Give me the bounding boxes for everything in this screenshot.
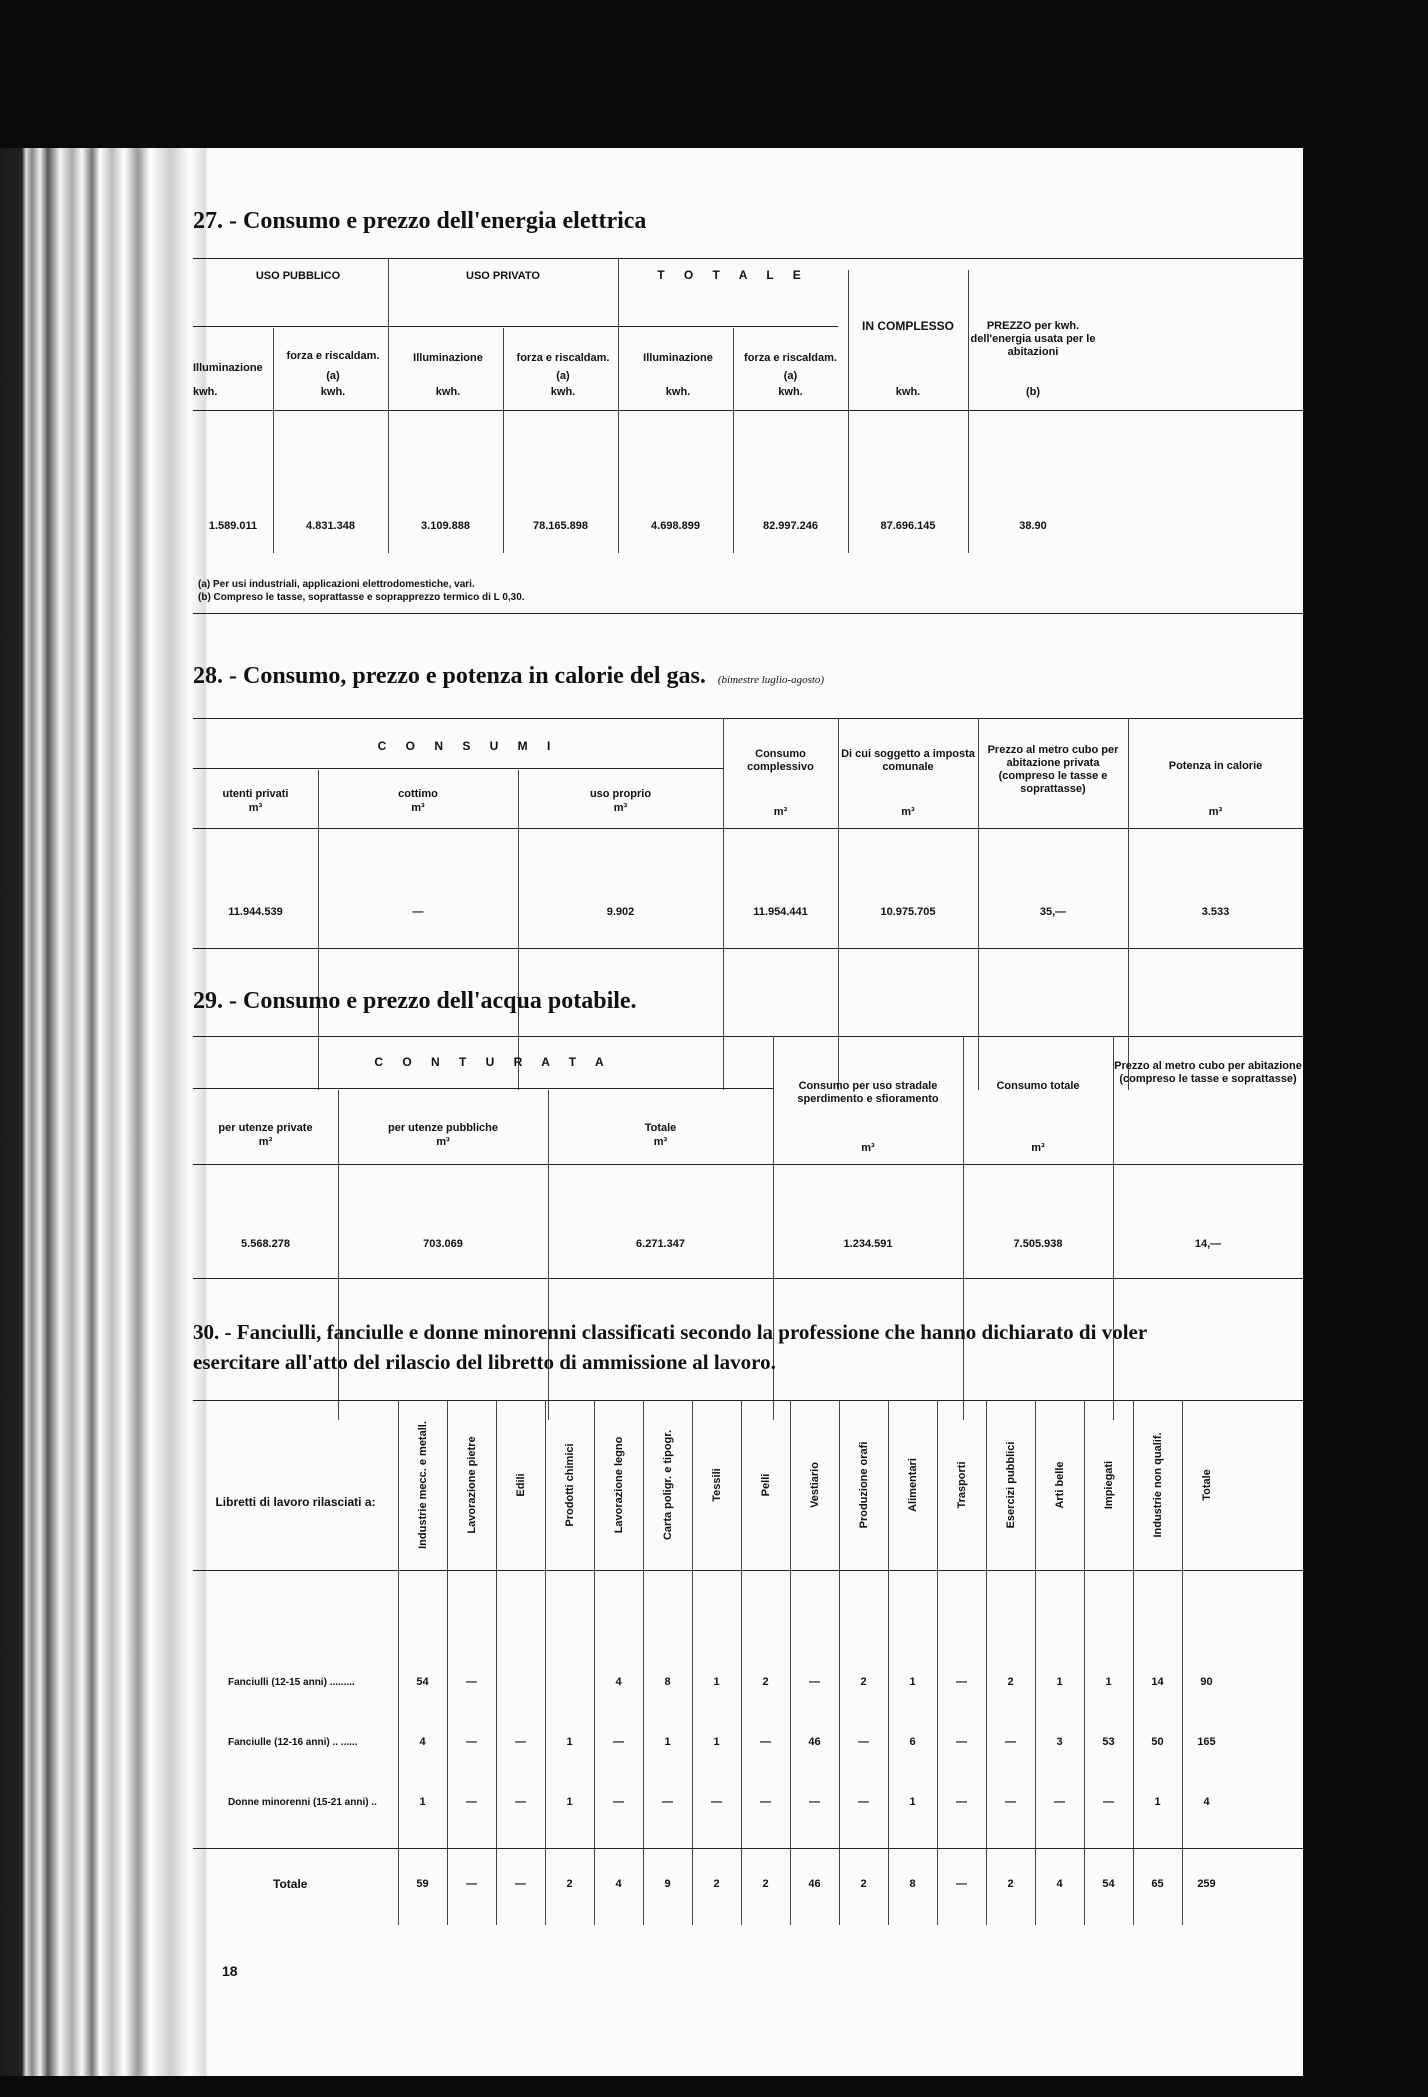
t28-unit-5: m³ (901, 806, 915, 818)
t27-group-complesso: IN COMPLESSO (861, 319, 954, 333)
t30-cell: 1 (713, 1676, 720, 1688)
t30-cell: 1 (664, 1736, 671, 1748)
t30-cell: — (466, 1878, 477, 1890)
t27-val-6: 82.997.246 (762, 520, 819, 532)
rule (1133, 1400, 1134, 1925)
t28-val-7: 3.533 (1201, 906, 1230, 918)
t30-cell: 1 (713, 1736, 720, 1748)
t30-col-header (609, 1410, 629, 1560)
t30-cell: — (662, 1796, 673, 1808)
t30-cell: — (515, 1796, 526, 1808)
t30-cell: — (956, 1676, 967, 1688)
t29-unit-4: m³ (861, 1142, 875, 1154)
rule (839, 1400, 840, 1925)
t30-col-header-label: Vestiario (808, 1462, 821, 1508)
t29-col-stradale: Consumo per uso stradale sperdimento e sfioramento (797, 1080, 939, 1105)
t27-unit-4: kwh. (550, 386, 576, 398)
t27-col-forza-priv: forza e riscaldam. (516, 352, 610, 364)
t30-cell: 9 (664, 1878, 671, 1890)
t28-group-consumi: C O N S U M I (377, 739, 559, 753)
t30-col-header (756, 1410, 776, 1560)
t30-cell: 46 (808, 1878, 821, 1890)
t30-cell: — (956, 1796, 967, 1808)
t30-cell: — (515, 1878, 526, 1890)
t30-cell: — (809, 1796, 820, 1808)
t30-col-header (1197, 1410, 1217, 1560)
t29-col-private: per utenze private (218, 1122, 313, 1134)
t29-unit-3: m³ (653, 1136, 668, 1148)
table-28-title-text: 28. - Consumo, prezzo e potenza in calorie del gas. (193, 663, 706, 689)
t30-cell: 3 (1056, 1736, 1063, 1748)
t30-cell: — (1005, 1736, 1016, 1748)
t30-row-label: Fanciulle (12-16 anni) .. ...... (228, 1737, 358, 1748)
t30-cell: 8 (909, 1878, 916, 1890)
rule (963, 1036, 964, 1420)
t30-col-header-label: Carta poligr. e tipogr. (661, 1429, 674, 1541)
t27-footnote-b: (b) Compreso le tasse, soprattasse e soprapprezzo termico di L 0,30. (198, 592, 525, 603)
t27-unit-1: kwh. (193, 386, 218, 398)
t30-cell: — (760, 1796, 771, 1808)
t28-val-6: 35,— (1039, 906, 1067, 918)
rule (692, 1400, 693, 1925)
t27-note-b: (b) (1025, 386, 1041, 398)
t30-col-header-label: Arti belle (1053, 1461, 1066, 1509)
t29-col-prezzo: Prezzo al metro cubo per abitazione (compreso le tasse e soprattasse) (1114, 1060, 1302, 1085)
document-page (193, 148, 1303, 2076)
table-28-subtitle: (bimestre luglio-agosto) (717, 674, 825, 686)
t27-group-prezzo: PREZZO per kwh. dell'energia usata per le abitazioni (970, 320, 1096, 358)
rule (193, 613, 1303, 614)
t30-cell: — (711, 1796, 722, 1808)
t27-val-7: 87.696.145 (880, 520, 936, 532)
rule (1084, 1400, 1085, 1925)
t29-unit-5: m³ (1031, 1142, 1045, 1154)
t28-unit-3: m³ (613, 802, 628, 814)
rule (968, 270, 969, 553)
t29-val-4: 1.234.591 (843, 1238, 893, 1250)
t30-cell: 14 (1151, 1676, 1164, 1688)
rule (398, 1400, 399, 1925)
rule (986, 1400, 987, 1925)
rule (545, 1400, 546, 1925)
t30-cell: — (956, 1878, 967, 1890)
t30-cell: — (466, 1676, 477, 1688)
rule (193, 1164, 1303, 1165)
rule (318, 770, 319, 1090)
t30-col-header (1001, 1410, 1021, 1560)
t27-col-illum-priv: Illuminazione (413, 352, 483, 364)
t30-col-header (560, 1410, 580, 1560)
rule (193, 410, 1303, 411)
t30-cell: — (1005, 1796, 1016, 1808)
rule (518, 770, 519, 1090)
rule (838, 718, 839, 1090)
t28-col-cottimo: cottimo (398, 788, 438, 800)
t30-cell: 2 (762, 1676, 769, 1688)
t27-group-privato: USO PRIVATO (466, 270, 540, 282)
rule (1113, 1036, 1114, 1420)
t30-cell: 65 (1151, 1878, 1164, 1890)
t30-col-header (1099, 1410, 1119, 1560)
t30-cell: 2 (1007, 1676, 1014, 1688)
rule (741, 1400, 742, 1925)
t30-cell: 1 (566, 1736, 573, 1748)
table-29-title: 29. - Consumo e prezzo dell'acqua potabile. (193, 988, 637, 1014)
rule (618, 258, 619, 553)
t30-cell: 1 (1105, 1676, 1112, 1688)
t29-col-totale: Totale (644, 1122, 677, 1134)
rule (1128, 718, 1129, 1090)
t30-cell: 4 (615, 1676, 622, 1688)
t29-val-3: 6.271.347 (636, 1238, 685, 1250)
scan-border-top (0, 0, 1428, 148)
t30-row-label: Donne minorenni (15-21 anni) .. (228, 1797, 377, 1808)
t30-row-header: Libretti di lavoro rilasciati a: (215, 1495, 376, 1509)
t30-cell: 1 (1154, 1796, 1161, 1808)
rule (193, 1036, 1303, 1037)
t27-unit-5: kwh. (665, 386, 691, 398)
t30-cell: 2 (713, 1878, 720, 1890)
t30-col-header (511, 1410, 531, 1560)
t30-cell: 4 (615, 1878, 622, 1890)
t30-col-header (413, 1410, 433, 1560)
t30-col-header-label: Industrie non qualif. (1151, 1432, 1164, 1538)
rule (193, 768, 723, 769)
rule (978, 718, 979, 1090)
t28-col-soggetto: Di cui soggetto a imposta comunale (841, 748, 975, 773)
t30-col-header (658, 1410, 678, 1560)
t28-unit-1: m³ (248, 802, 263, 814)
rule (193, 1848, 1303, 1849)
t27-col-forza-pub: forza e riscaldam. (286, 350, 380, 362)
t27-val-2: 4.831.348 (306, 520, 355, 532)
t27-val-4: 78.165.898 (532, 520, 589, 532)
t30-cell: 54 (416, 1676, 429, 1688)
t30-cell: 4 (419, 1736, 426, 1748)
t28-col-complessivo: Consumo complessivo (747, 748, 814, 773)
t30-cell: — (858, 1736, 869, 1748)
table-30-title-line2: esercitare all'atto del rilascio del libretto di ammissione al lavoro. (193, 1350, 776, 1374)
t30-cell: 259 (1197, 1878, 1216, 1890)
t28-val-2: — (412, 906, 424, 918)
t28-col-proprio: uso proprio (589, 788, 652, 800)
t30-cell: 4 (1203, 1796, 1210, 1808)
t29-col-pubbliche: per utenze pubbliche (387, 1122, 498, 1134)
rule (790, 1400, 791, 1925)
t27-group-pubblico: USO PUBBLICO (255, 270, 341, 282)
t30-col-header (462, 1410, 482, 1560)
t29-unit-1: m³ (258, 1136, 273, 1148)
rule (193, 828, 1303, 829)
t27-val-5: 4.698.899 (651, 520, 700, 532)
rule (643, 1400, 644, 1925)
t27-note-a-2: (a) (556, 370, 570, 382)
t30-cell: — (956, 1736, 967, 1748)
rule (193, 718, 1303, 719)
rule (388, 258, 389, 553)
t30-cell: — (466, 1796, 477, 1808)
table-27-title: 27. - Consumo e prezzo dell'energia elettrica (193, 208, 647, 234)
t30-col-header-label: Industrie mecc. e metall. (416, 1421, 429, 1549)
table-28-title (193, 663, 824, 690)
t30-cell: 4 (1056, 1878, 1063, 1890)
t30-col-header (1050, 1410, 1070, 1560)
t30-col-header-label: Totale (1200, 1469, 1213, 1501)
t30-col-header (952, 1410, 972, 1560)
t30-cell: — (515, 1736, 526, 1748)
scan-border-bottom (0, 2076, 1428, 2097)
t30-col-header-label: Trasporti (955, 1461, 968, 1509)
t30-row-label: Totale (273, 1877, 308, 1891)
rule (888, 1400, 889, 1925)
t27-unit-2: kwh. (320, 386, 346, 398)
t29-val-6: 14,— (1194, 1238, 1222, 1250)
rule (193, 1400, 1303, 1401)
rule (447, 1400, 448, 1925)
t30-cell: 54 (1102, 1878, 1115, 1890)
t30-cell: — (1054, 1796, 1065, 1808)
t27-col-forza-tot: forza e riscaldam. (744, 352, 837, 364)
t28-val-1: 11.944.539 (228, 906, 283, 918)
book-spine (0, 148, 208, 2076)
rule (193, 326, 838, 327)
t30-cell: 2 (860, 1878, 867, 1890)
t30-cell: — (1103, 1796, 1114, 1808)
t30-cell: 6 (909, 1736, 916, 1748)
t27-footnote-a: (a) Per usi industriali, applicazioni elettrodomestiche, vari. (198, 579, 475, 590)
t30-cell: 2 (566, 1878, 573, 1890)
t28-col-privati: utenti privati (222, 788, 289, 800)
t30-col-header-label: Prodotti chimici (563, 1443, 576, 1527)
t27-group-totale: T O T A L E (657, 268, 809, 282)
t30-col-header-label: Edili (514, 1473, 527, 1497)
t30-cell: 1 (419, 1796, 426, 1808)
page-number: 18 (222, 1963, 238, 1979)
t28-unit-2: m³ (411, 802, 425, 814)
t30-col-header (707, 1410, 727, 1560)
t30-cell: — (613, 1796, 624, 1808)
t30-cell: 1 (1056, 1676, 1063, 1688)
t27-col-illum-pub: Illuminazione (193, 362, 263, 374)
t28-val-3: 9.902 (606, 906, 635, 918)
t29-val-5: 7.505.938 (1013, 1238, 1063, 1250)
t30-cell: 90 (1200, 1676, 1213, 1688)
t27-unit-6: kwh. (778, 386, 803, 398)
t28-col-potenza: Potenza in calorie (1168, 760, 1263, 772)
t30-cell: — (613, 1736, 624, 1748)
t28-col-prezzo: Prezzo al metro cubo per abitazione privata (compreso le tasse e soprattasse) (987, 744, 1119, 795)
t27-note-a-3: (a) (783, 370, 798, 382)
t30-col-header (1148, 1410, 1168, 1560)
t29-val-1: 5.568.278 (241, 1238, 290, 1250)
rule (848, 270, 849, 553)
t27-val-1: 1.589.011 (208, 520, 258, 532)
rule (1035, 1400, 1036, 1925)
t30-col-header (903, 1410, 923, 1560)
t30-cell: — (760, 1736, 771, 1748)
t29-col-consumo: Consumo totale (996, 1080, 1080, 1092)
t29-unit-2: m³ (436, 1136, 450, 1148)
t27-unit-7: kwh. (895, 386, 921, 398)
t30-cell: 46 (808, 1736, 821, 1748)
t29-val-2: 703.069 (423, 1238, 463, 1250)
t30-cell: 2 (762, 1878, 769, 1890)
t30-col-header-label: Lavorazione legno (612, 1436, 625, 1534)
t30-cell: 53 (1102, 1736, 1115, 1748)
t27-col-illum-tot: Illuminazione (643, 352, 713, 364)
t30-col-header-label: Produzione orafi (857, 1441, 870, 1529)
t30-cell: 165 (1197, 1736, 1216, 1748)
table-30-title-line1: 30. - Fanciulli, fanciulle e donne minorenni classificati secondo la professione che hanno dichiarato di voler (193, 1320, 1148, 1344)
t28-val-4: 11.954.441 (753, 906, 808, 918)
rule (594, 1400, 595, 1925)
t30-col-header (854, 1410, 874, 1560)
t30-cell: 8 (664, 1676, 671, 1688)
t30-col-header-label: Alimentari (906, 1458, 919, 1512)
rule (937, 1400, 938, 1925)
t30-col-header-label: Tessili (710, 1468, 723, 1502)
t30-col-header-label: Pelli (759, 1473, 772, 1497)
t27-val-8: 38.90 (1019, 520, 1047, 532)
rule (193, 948, 1303, 949)
t30-col-header (805, 1410, 825, 1560)
rule (193, 1088, 773, 1089)
t29-group-conturata: C O N T U R A T A (374, 1055, 612, 1069)
rule (723, 718, 724, 1090)
t30-cell: 2 (1007, 1878, 1014, 1890)
t27-note-a-1: (a) (326, 370, 340, 382)
t30-cell: — (466, 1736, 477, 1748)
t30-col-header-label: Lavorazione pietre (465, 1436, 478, 1534)
rule (1182, 1400, 1183, 1925)
t30-col-header-label: Impiegati (1102, 1460, 1115, 1510)
rule (193, 1570, 1303, 1571)
rule (193, 1278, 1303, 1279)
t28-unit-4: m³ (773, 806, 788, 818)
t30-row-label: Fanciulli (12-15 anni) ......... (228, 1677, 355, 1688)
t30-cell: 1 (909, 1676, 916, 1688)
t30-cell: 50 (1151, 1736, 1164, 1748)
t27-val-3: 3.109.888 (421, 520, 470, 532)
t30-cell: 2 (860, 1676, 867, 1688)
t30-cell: 1 (909, 1796, 916, 1808)
t30-cell: — (809, 1676, 820, 1688)
rule (193, 258, 1303, 259)
t27-unit-3: kwh. (435, 386, 461, 398)
t30-cell: 59 (416, 1878, 429, 1890)
scan-border-right (1303, 0, 1428, 2097)
t28-val-5: 10.975.705 (880, 906, 936, 918)
t28-unit-6: m³ (1208, 806, 1223, 818)
t30-col-header-label: Esercizi pubblici (1004, 1441, 1017, 1529)
t30-cell: — (858, 1796, 869, 1808)
rule (496, 1400, 497, 1925)
t30-cell: 1 (566, 1796, 573, 1808)
